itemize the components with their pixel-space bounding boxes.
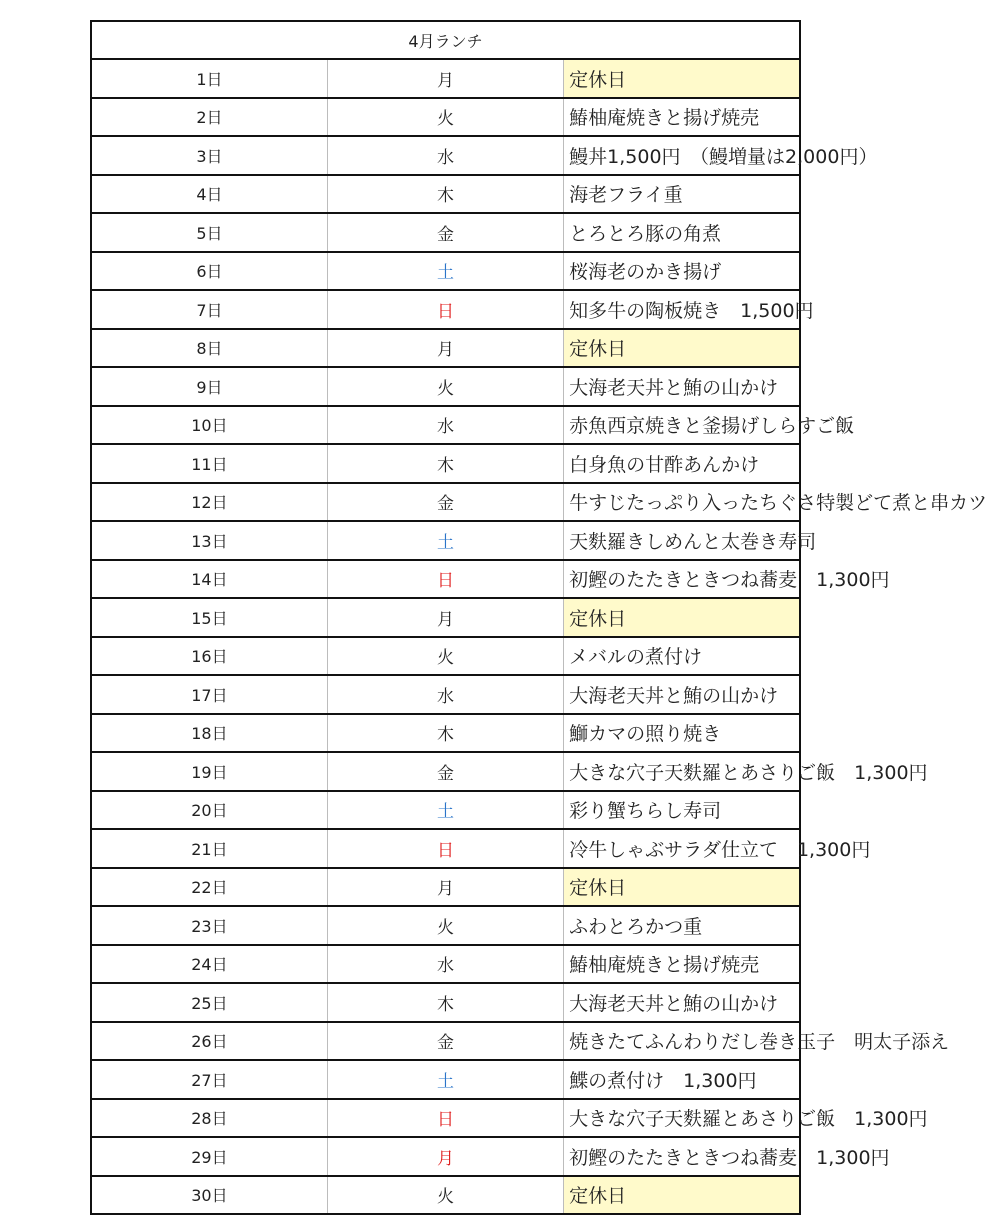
table-row: [91, 1099, 800, 1138]
lunch-menu-table: [90, 20, 987, 1215]
day-cell: 28日: [91, 1099, 327, 1138]
menu-item-cell: 大海老天丼と鮪の山かけ: [564, 367, 800, 406]
day-cell: 2日: [91, 98, 327, 137]
weekday-cell: 火: [327, 98, 563, 137]
day-cell: 21日: [91, 829, 327, 868]
table-row: [91, 560, 800, 599]
menu-item-cell: 鰆柚庵焼きと揚げ焼売: [564, 98, 800, 137]
weekday-cell: 土: [327, 791, 563, 830]
weekday-cell: 金: [327, 483, 563, 522]
weekday-cell: 土: [327, 252, 563, 291]
weekday-cell: 火: [327, 637, 563, 676]
day-cell: 6日: [91, 252, 327, 291]
table-row: [91, 598, 800, 637]
menu-item-cell: 海老フライ重: [564, 175, 800, 214]
weekday-cell: 木: [327, 175, 563, 214]
table-row: [91, 136, 800, 175]
day-cell: 11日: [91, 444, 327, 483]
table-row: [91, 637, 800, 676]
weekday-cell: 金: [327, 1022, 563, 1061]
menu-item-cell: 大海老天丼と鮪の山かけ: [564, 983, 800, 1022]
table-row: [91, 367, 800, 406]
day-cell: 17日: [91, 675, 327, 714]
menu-item-cell: 大きな穴子天麩羅とあさりご飯 1,300円: [564, 1099, 800, 1138]
table-title: 4月ランチ: [91, 21, 800, 59]
menu-item-cell: 大きな穴子天麩羅とあさりご飯 1,300円: [564, 752, 800, 791]
table-row: [91, 175, 800, 214]
weekday-cell: 日: [327, 1099, 563, 1138]
day-cell: 12日: [91, 483, 327, 522]
closed-day-cell: 定休日: [564, 59, 800, 98]
day-cell: 27日: [91, 1060, 327, 1099]
menu-item-cell: 彩り蟹ちらし寿司: [564, 791, 800, 830]
day-cell: 24日: [91, 945, 327, 984]
weekday-cell: 日: [327, 560, 563, 599]
table-row: [91, 829, 800, 868]
table-row: [91, 444, 800, 483]
weekday-cell: 月: [327, 59, 563, 98]
table-row: [91, 868, 800, 907]
table-row: [91, 406, 800, 445]
day-cell: 18日: [91, 714, 327, 753]
closed-day-cell: 定休日: [564, 329, 800, 368]
weekday-cell: 月: [327, 1137, 563, 1176]
menu-item-cell: ふわとろかつ重: [564, 906, 800, 945]
table-row: [91, 59, 800, 98]
day-cell: 19日: [91, 752, 327, 791]
weekday-cell: 月: [327, 598, 563, 637]
day-cell: 13日: [91, 521, 327, 560]
weekday-cell: 日: [327, 829, 563, 868]
table-row: [91, 791, 800, 830]
day-cell: 4日: [91, 175, 327, 214]
menu-item-cell: 天麩羅きしめんと太巻き寿司: [564, 521, 800, 560]
day-cell: 9日: [91, 367, 327, 406]
day-cell: 10日: [91, 406, 327, 445]
day-cell: 22日: [91, 868, 327, 907]
weekday-cell: 木: [327, 444, 563, 483]
table-row: [91, 213, 800, 252]
day-cell: 16日: [91, 637, 327, 676]
weekday-cell: 月: [327, 329, 563, 368]
weekday-cell: 水: [327, 945, 563, 984]
table-row: [91, 983, 800, 1022]
menu-item-cell: 初鰹のたたきときつね蕎麦 1,300円: [564, 560, 800, 599]
weekday-cell: 土: [327, 521, 563, 560]
menu-item-cell: 鰻丼1,500円 （鰻増量は2,000円）: [564, 136, 800, 175]
table-row: [91, 714, 800, 753]
table-row: [91, 1022, 800, 1061]
table-row: [91, 1060, 800, 1099]
menu-rows: [91, 59, 987, 1214]
day-cell: 1日: [91, 59, 327, 98]
day-cell: 8日: [91, 329, 327, 368]
menu-item-cell: 初鰹のたたきときつね蕎麦 1,300円: [564, 1137, 800, 1176]
closed-day-cell: 定休日: [564, 868, 800, 907]
menu-item-cell: 大海老天丼と鮪の山かけ: [564, 675, 800, 714]
day-cell: 25日: [91, 983, 327, 1022]
table-row: [91, 1137, 800, 1176]
day-cell: 26日: [91, 1022, 327, 1061]
menu-item-cell: 焼きたてふんわりだし巻き玉子 明太子添え: [564, 1022, 800, 1061]
day-cell: 29日: [91, 1137, 327, 1176]
closed-day-cell: 定休日: [564, 598, 800, 637]
table-row: [91, 521, 800, 560]
closed-day-cell: 定休日: [564, 1176, 800, 1215]
weekday-cell: 金: [327, 752, 563, 791]
menu-item-cell: 鰈の煮付け 1,300円: [564, 1060, 800, 1099]
day-cell: 20日: [91, 791, 327, 830]
table-row: [91, 329, 800, 368]
table-row: [91, 252, 800, 291]
weekday-cell: 火: [327, 1176, 563, 1215]
table-row: [91, 98, 800, 137]
day-cell: 5日: [91, 213, 327, 252]
table-row: [91, 675, 800, 714]
menu-item-cell: 鰤カマの照り焼き: [564, 714, 800, 753]
table-row: [91, 290, 800, 329]
menu-item-cell: 白身魚の甘酢あんかけ: [564, 444, 800, 483]
weekday-cell: 水: [327, 136, 563, 175]
menu-item-cell: 鰆柚庵焼きと揚げ焼売: [564, 945, 800, 984]
menu-item-cell: 牛すじたっぷり入ったちぐさ特製どて煮と串カツ: [564, 483, 800, 522]
weekday-cell: 金: [327, 213, 563, 252]
day-cell: 30日: [91, 1176, 327, 1215]
weekday-cell: 木: [327, 714, 563, 753]
day-cell: 15日: [91, 598, 327, 637]
menu-item-cell: 知多牛の陶板焼き 1,500円: [564, 290, 800, 329]
table-row: [91, 752, 800, 791]
weekday-cell: 水: [327, 406, 563, 445]
table-row: [91, 906, 800, 945]
day-cell: 3日: [91, 136, 327, 175]
table-row: [91, 483, 800, 522]
weekday-cell: 木: [327, 983, 563, 1022]
menu-item-cell: 桜海老のかき揚げ: [564, 252, 800, 291]
menu-item-cell: とろとろ豚の角煮: [564, 213, 800, 252]
table-row: [91, 945, 800, 984]
day-cell: 7日: [91, 290, 327, 329]
weekday-cell: 火: [327, 367, 563, 406]
weekday-cell: 月: [327, 868, 563, 907]
weekday-cell: 水: [327, 675, 563, 714]
weekday-cell: 日: [327, 290, 563, 329]
day-cell: 14日: [91, 560, 327, 599]
menu-item-cell: メバルの煮付け: [564, 637, 800, 676]
menu-item-cell: 赤魚西京焼きと釜揚げしらすご飯: [564, 406, 800, 445]
weekday-cell: 土: [327, 1060, 563, 1099]
day-cell: 23日: [91, 906, 327, 945]
menu-item-cell: 冷牛しゃぶサラダ仕立て 1,300円: [564, 829, 800, 868]
table-row: [91, 1176, 800, 1215]
weekday-cell: 火: [327, 906, 563, 945]
title-row: [91, 21, 800, 59]
